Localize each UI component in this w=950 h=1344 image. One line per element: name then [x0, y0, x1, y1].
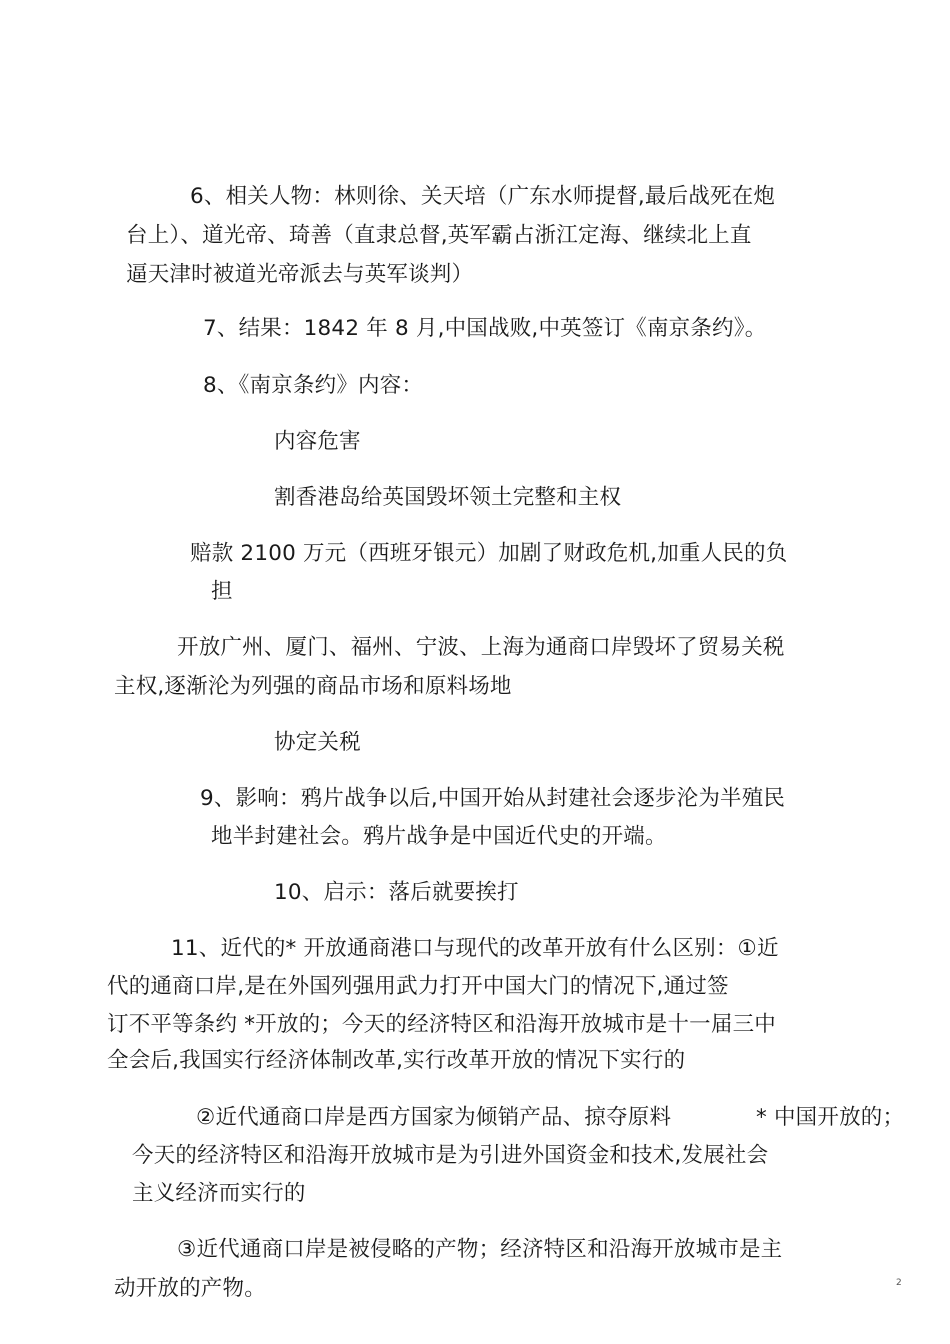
text-line-3: 逼天津时被道光帝派去与英军谈判）	[126, 262, 474, 287]
text-line-7: 割香港岛给英国毁坏领土完整和主权	[274, 485, 622, 510]
text-line-24: ③近代通商口岸是被侵略的产物；经济特区和沿海开放城市是主	[177, 1237, 783, 1262]
text-line-9: 担	[211, 579, 233, 604]
text-line-10: 开放广州、厦门、福州、宁波、上海为通商口岸毁坏了贸易关税	[177, 635, 785, 660]
text-line-17: 代的通商口岸,是在外国列强用武力打开中国大门的情况下,通过签	[107, 974, 729, 999]
text-line-19: 全会后,我国实行经济体制改革,实行改革开放的情况下实行的	[107, 1048, 686, 1073]
text-line-23: 主义经济而实行的	[132, 1181, 306, 1206]
text-line-16: 11、近代的* 开放通商港口与现代的改革开放有什么区别：①近	[171, 936, 779, 961]
text-line-6: 内容危害	[274, 429, 361, 454]
text-line-8: 赔款 2100 万元（西班牙银元）加剧了财政危机,加重人民的负	[190, 541, 788, 566]
text-line-15: 10、启示：落后就要挨打	[274, 880, 519, 905]
text-line-1: 6、相关人物：林则徐、关天培（广东水师提督,最后战死在炮	[190, 184, 776, 209]
text-line-20: ②近代通商口岸是西方国家为倾销产品、掠夺原料	[196, 1105, 672, 1130]
text-line-21: * 中国开放的；	[756, 1105, 905, 1130]
text-line-4: 7、结果：1842 年 8 月,中国战败,中英签订《南京条约》。	[203, 316, 767, 341]
text-line-5: 8、《南京条约》内容：	[203, 373, 424, 398]
text-line-2: 台上）、道光帝、琦善（直隶总督,英军霸占浙江定海、继续北上直	[126, 223, 752, 248]
text-line-25: 动开放的产物。	[114, 1276, 266, 1301]
text-line-11: 主权,逐渐沦为列强的商品市场和原料场地	[114, 674, 512, 699]
text-line-13: 9、影响：鸦片战争以后,中国开始从封建社会逐步沦为半殖民	[200, 786, 786, 811]
text-line-22: 今天的经济特区和沿海开放城市是为引进外国资金和技术,发展社会	[132, 1143, 769, 1168]
page-number: 2	[896, 1278, 902, 1288]
text-line-12: 协定关税	[274, 730, 361, 755]
text-line-18: 订不平等条约 *开放的；今天的经济特区和沿海开放城市是十一届三中	[107, 1012, 776, 1037]
text-line-14: 地半封建社会。鸦片战争是中国近代史的开端。	[211, 824, 667, 849]
